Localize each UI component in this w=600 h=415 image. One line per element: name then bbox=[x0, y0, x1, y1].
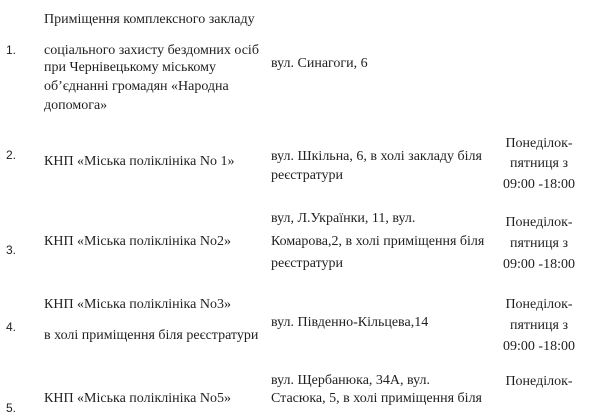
row-3-hours-line-2: пятниця з bbox=[510, 236, 568, 251]
row-4-hours-line-3: 09:00 -18:00 bbox=[503, 339, 575, 354]
row-3-address-line-3: реєстратури bbox=[271, 256, 344, 271]
row-2-address-line-2: реєстратури bbox=[271, 168, 344, 183]
row-3-hours-line-1: Понеділок- bbox=[505, 215, 573, 230]
row-3-name: КНП «Міська поліклініка No2» bbox=[44, 234, 231, 249]
row-4-hours-line-2: пятниця з bbox=[510, 318, 568, 333]
row-1-name-line-5: допомога» bbox=[44, 98, 108, 113]
row-5-address-line-1: вул. Щербанюка, 34А, вул. bbox=[271, 373, 431, 388]
row-1-name-line-1: Приміщення комплексного закладу bbox=[44, 12, 255, 27]
row-5-name: КНП «Міська поліклініка No5» bbox=[44, 391, 231, 406]
row-5-number: 5. bbox=[6, 401, 17, 415]
row-3-address-line-2: Комарова,2, в холі приміщення біля bbox=[271, 234, 485, 249]
row-2-hours-line-2: пятниця з bbox=[510, 156, 568, 171]
row-4-address: вул. Південно-Кільцева,14 bbox=[271, 315, 429, 330]
row-5-address-line-2: Стасюка, 5, в холі приміщення біля bbox=[271, 391, 482, 406]
row-2-hours-line-1: Понеділок- bbox=[505, 136, 573, 151]
row-1-address: вул. Синагоги, 6 bbox=[271, 56, 368, 71]
row-4-name-line-1: КНП «Міська поліклініка No3» bbox=[44, 297, 231, 312]
row-2-address-line-1: вул. Шкільна, 6, в холі закладу біля bbox=[271, 149, 482, 164]
row-3-hours-line-3: 09:00 -18:00 bbox=[503, 257, 575, 272]
row-1-number: 1. bbox=[6, 43, 17, 57]
row-2-hours-line-3: 09:00 -18:00 bbox=[503, 177, 575, 192]
row-4-hours-line-1: Понеділок- bbox=[505, 297, 573, 312]
row-1-name-line-2: соціального захисту бездомних осіб bbox=[44, 43, 259, 58]
row-2-number: 2. bbox=[6, 148, 17, 162]
row-1-name-line-3: при Чернівецькому міському bbox=[44, 60, 217, 75]
row-2-name: КНП «Міська поліклініка No 1» bbox=[44, 154, 235, 169]
row-4-name-line-2: в холі приміщення біля реєстратури bbox=[44, 328, 259, 343]
row-4-number: 4. bbox=[6, 320, 17, 334]
row-5-hours-line-1: Понеділок- bbox=[505, 374, 573, 389]
row-1-name-line-4: об’єднанні громадян «Народна bbox=[44, 79, 229, 94]
row-3-number: 3. bbox=[6, 243, 17, 257]
row-3-address-line-1: вул, Л.Українки, 11, вул. bbox=[271, 211, 416, 226]
